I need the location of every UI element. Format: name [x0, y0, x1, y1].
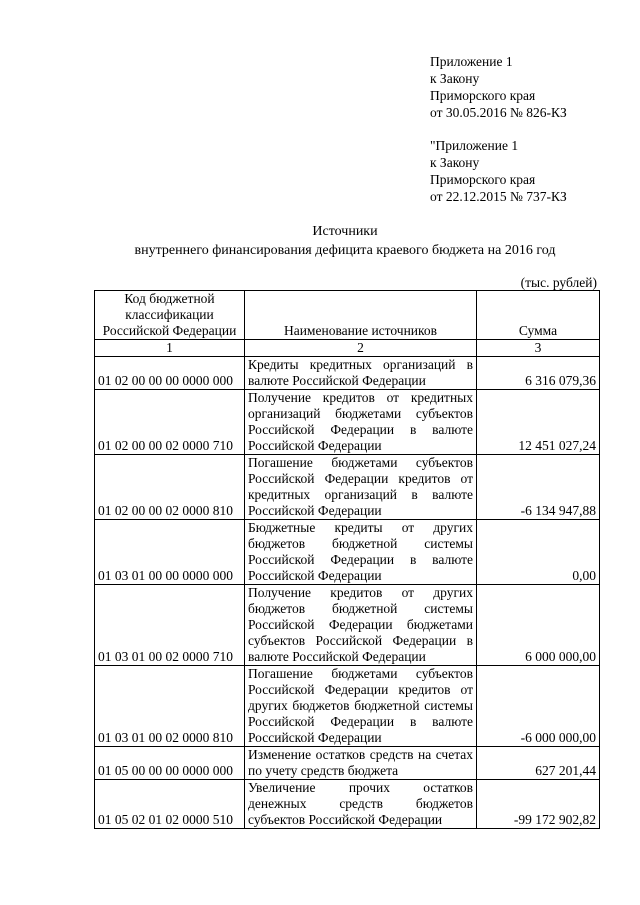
source-name-cell: Погашение бюджетами субъектов Российской Федерации кредитов от кредитных организаций в валюте Российской Федерации	[245, 455, 477, 520]
header-sum: Сумма	[477, 291, 600, 340]
table-row	[95, 780, 600, 829]
appendix-header-current	[430, 53, 635, 121]
header-name: Наименование источников	[245, 291, 477, 340]
source-name-cell: Кредиты кредитных организаций в валюте Российской Федерации	[245, 357, 477, 390]
appendix-line: к Закону	[430, 155, 480, 170]
budget-code-cell: 01 03 01 00 02 0000 710	[95, 585, 245, 666]
sum-cell: 0,00	[477, 520, 600, 585]
budget-code-cell: 01 03 01 00 00 0000 000	[95, 520, 245, 585]
table-header-row	[95, 291, 600, 340]
sum-cell: 12 451 027,24	[477, 390, 600, 455]
sum-cell: -6 000 000,00	[477, 666, 600, 747]
appendix-line: Приложение 1	[430, 54, 513, 69]
budget-code-cell: 01 02 00 00 02 0000 710	[95, 390, 245, 455]
document-title	[95, 222, 595, 260]
table-row	[95, 390, 600, 455]
table-body	[95, 357, 600, 829]
sum-cell: -6 134 947,88	[477, 455, 600, 520]
financing-sources-table	[94, 290, 600, 829]
source-name-cell: Погашение бюджетами субъектов Российской Федерации кредитов от других бюджетов бюджетной системы Российской Федерации в валюте Российской Федерации	[245, 666, 477, 747]
table-row	[95, 666, 600, 747]
budget-code-cell: 01 03 01 00 02 0000 810	[95, 666, 245, 747]
table-row	[95, 520, 600, 585]
sum-cell: -99 172 902,82	[477, 780, 600, 829]
budget-code-cell: 01 05 02 01 02 0000 510	[95, 780, 245, 829]
table-row	[95, 747, 600, 780]
table-row	[95, 357, 600, 390]
column-number-row	[95, 340, 600, 357]
source-name-cell: Получение кредитов от кредитных организаций бюджетами субъектов Российской Федерации в валюте Российской Федерации	[245, 390, 477, 455]
column-number: 2	[245, 340, 477, 357]
column-number: 3	[477, 340, 600, 357]
budget-code-cell: 01 02 00 00 02 0000 810	[95, 455, 245, 520]
header-code: Код бюджетной классификации Российской Федерации	[95, 291, 245, 340]
sum-cell: 6 000 000,00	[477, 585, 600, 666]
sum-cell: 6 316 079,36	[477, 357, 600, 390]
appendix-line: к Закону	[430, 71, 480, 86]
appendix-line: Приморского края	[430, 88, 536, 103]
budget-code-cell: 01 02 00 00 00 0000 000	[95, 357, 245, 390]
title-line-2: внутреннего финансирования дефицита краевого бюджета на 2016 год	[134, 243, 556, 258]
source-name-cell: Изменение остатков средств на счетах по учету средств бюджета	[245, 747, 477, 780]
appendix-line: Приморского края	[430, 172, 536, 187]
units-label: (тыс. рублей)	[520, 275, 597, 290]
title-line-1: Источники	[312, 224, 378, 239]
table-row	[95, 455, 600, 520]
column-number: 1	[95, 340, 245, 357]
appendix-line: от 30.05.2016 № 826-КЗ	[430, 105, 567, 120]
source-name-cell: Получение кредитов от других бюджетов бюджетной системы Российской Федерации бюджетами субъектов Российской Федерации в валюте Российской Федерации	[245, 585, 477, 666]
budget-code-cell: 01 05 00 00 00 0000 000	[95, 747, 245, 780]
appendix-line: "Приложение 1	[430, 138, 519, 153]
table-row	[95, 585, 600, 666]
sum-cell: 627 201,44	[477, 747, 600, 780]
source-name-cell: Увеличение прочих остатков денежных средств бюджетов субъектов Российской Федерации	[245, 780, 477, 829]
appendix-line: от 22.12.2015 № 737-КЗ	[430, 189, 567, 204]
appendix-header-previous	[430, 137, 635, 205]
source-name-cell: Бюджетные кредиты от других бюджетов бюджетной системы Российской Федерации в валюте Российской Федерации	[245, 520, 477, 585]
